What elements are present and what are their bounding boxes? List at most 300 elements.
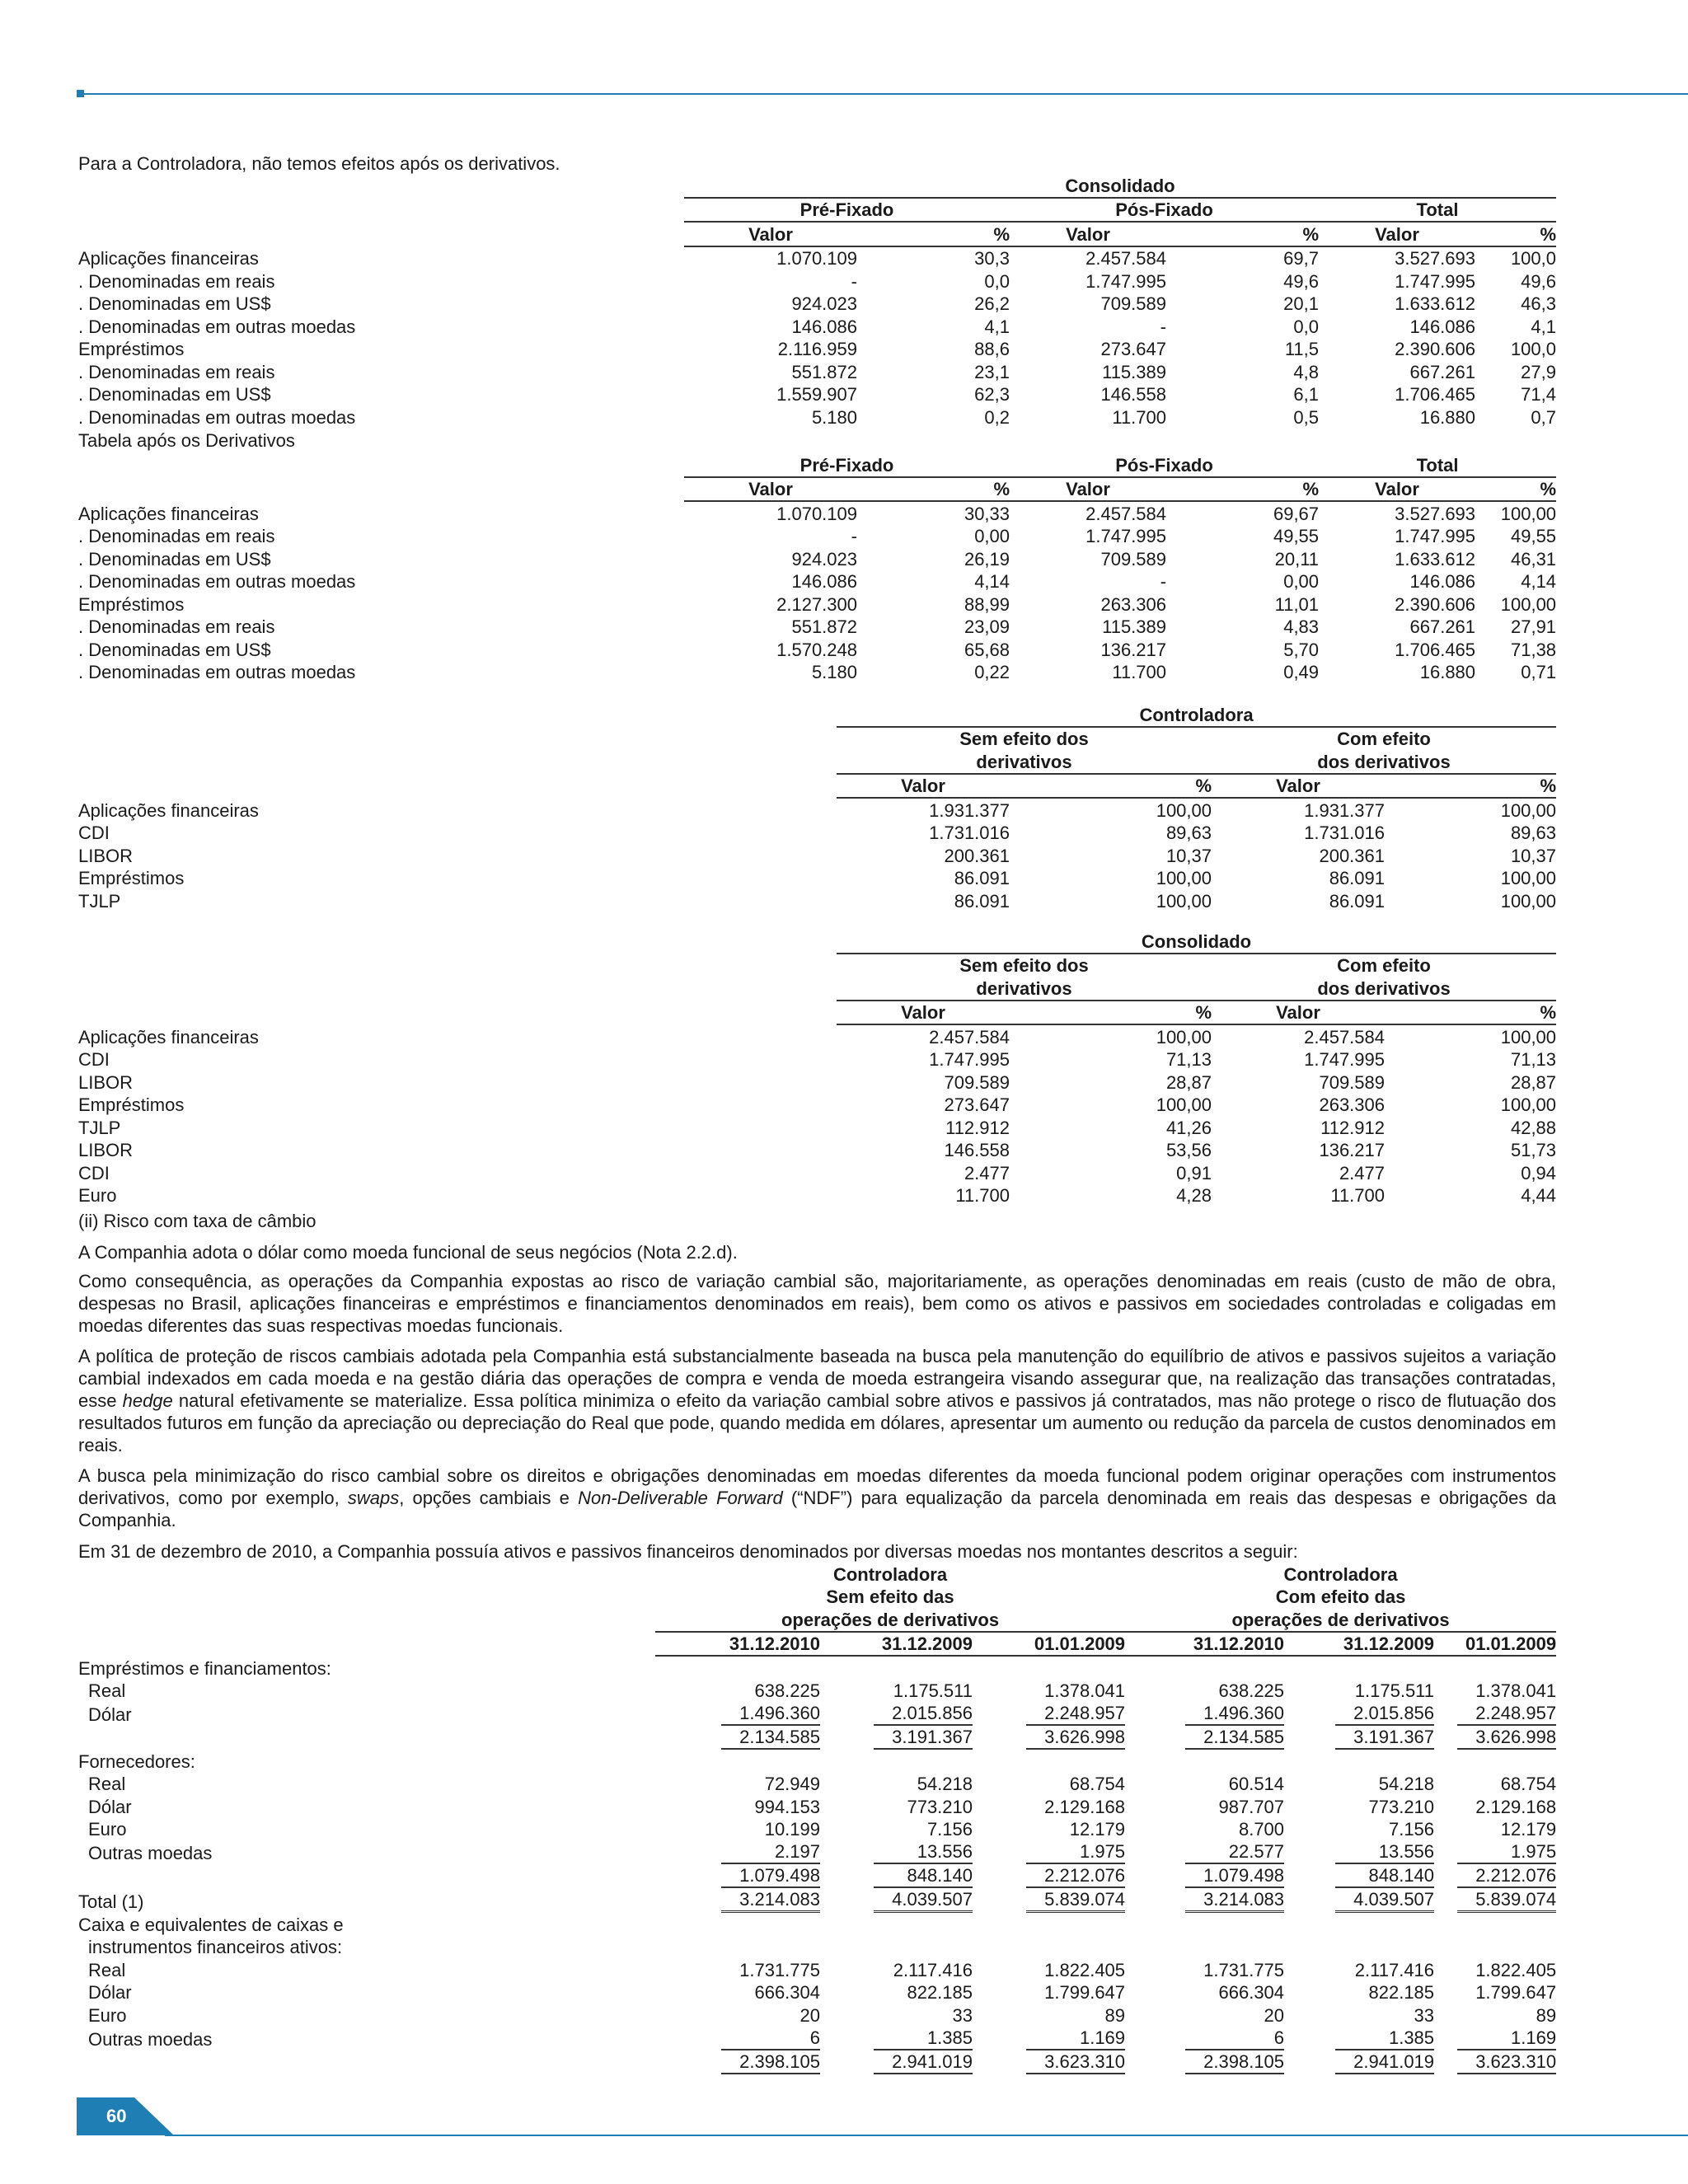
value-cell: 1.070.109 bbox=[776, 248, 857, 269]
value-cell: 709.589 bbox=[944, 1071, 1010, 1093]
value-cell: 86.091 bbox=[1329, 890, 1385, 912]
row-label: . Denominadas em US$ bbox=[78, 548, 271, 569]
column-group-header: Pós-Fixado bbox=[1010, 198, 1319, 223]
total-cell bbox=[1284, 1864, 1434, 1888]
total-cell bbox=[820, 1888, 973, 1913]
value-cell: 49,55 bbox=[1510, 526, 1557, 546]
section-label: Empréstimos e financiamentos: bbox=[78, 1657, 331, 1679]
header-row bbox=[78, 1586, 1556, 1609]
intro-text: Para a Controladora, não temos efeitos após os derivativos. bbox=[78, 153, 560, 174]
total-cell bbox=[655, 1726, 820, 1750]
value-cell: 5.180 bbox=[811, 662, 857, 682]
value-cell: 100,00 bbox=[1500, 1026, 1557, 1047]
column-group-header: operações de derivativos bbox=[781, 1609, 1000, 1630]
group-header: Consolidado bbox=[837, 930, 1556, 954]
value-cell bbox=[820, 1840, 973, 1864]
total-cell bbox=[1125, 2050, 1284, 2074]
column-group-header: Com efeito bbox=[1337, 729, 1431, 749]
value-cell: 112.912 bbox=[1320, 1117, 1385, 1138]
row-label: Real bbox=[88, 1959, 126, 1980]
value-cell: 71,13 bbox=[1510, 1049, 1557, 1070]
value-cell: 709.589 bbox=[1100, 293, 1166, 314]
value-cell bbox=[973, 1702, 1125, 1726]
value-cell: 1.633.612 bbox=[1395, 548, 1476, 569]
value-cell: 51,73 bbox=[1510, 1140, 1557, 1160]
table-controladora-derivativos bbox=[78, 703, 1556, 912]
table-row bbox=[78, 1048, 1556, 1071]
value-cell: 60.514 bbox=[1228, 1774, 1285, 1794]
header-row bbox=[78, 477, 1556, 502]
paragraph-5: Em 31 de dezembro de 2010, a Companhia possuía ativos e passivos financeiros denominados por diversas moedas nos montantes descritos a seguir: bbox=[78, 1541, 1298, 1562]
value-cell: 1.706.465 bbox=[1395, 639, 1476, 660]
value-cell: 23,09 bbox=[964, 616, 1010, 637]
header-row bbox=[78, 174, 1556, 198]
spacer-cell bbox=[78, 1864, 655, 1888]
table-row bbox=[78, 338, 1556, 361]
underlined-value: 2.197 bbox=[721, 1840, 820, 1864]
value-cell: 773.210 bbox=[907, 1796, 973, 1817]
underlined-value: 22.577 bbox=[1185, 1840, 1284, 1864]
total-cell bbox=[1434, 1726, 1556, 1750]
value-cell: 26,2 bbox=[974, 293, 1010, 314]
row-label: Aplicações financeiras bbox=[78, 1026, 259, 1047]
value-cell: 1.731.775 bbox=[1203, 1959, 1285, 1980]
date-header: 01.01.2009 bbox=[1434, 1632, 1556, 1657]
table-row bbox=[78, 798, 1556, 822]
value-cell bbox=[1284, 1840, 1434, 1864]
table-row bbox=[78, 1071, 1556, 1094]
total-cell bbox=[973, 1888, 1125, 1913]
value-cell: 146.086 bbox=[1409, 316, 1475, 337]
value-cell: 551.872 bbox=[791, 616, 857, 637]
column-group-header: Total bbox=[1319, 198, 1556, 223]
value-cell: 1.175.511 bbox=[1354, 1680, 1435, 1701]
total-value: 5.839.074 bbox=[1457, 1888, 1556, 1913]
row-label: Euro bbox=[88, 2004, 127, 2026]
row-label: Dólar bbox=[88, 1704, 132, 1725]
value-cell: 27,91 bbox=[1510, 616, 1557, 637]
column-header: % bbox=[1010, 774, 1212, 799]
value-cell: 42,88 bbox=[1510, 1117, 1557, 1138]
value-cell: 100,00 bbox=[1500, 799, 1556, 821]
value-cell: 100,00 bbox=[1156, 1094, 1212, 1115]
table-row bbox=[78, 844, 1556, 867]
value-cell: 667.261 bbox=[1409, 616, 1476, 637]
value-cell: 3.527.693 bbox=[1395, 503, 1476, 524]
value-cell: 100,00 bbox=[1500, 503, 1557, 524]
value-cell: 146.086 bbox=[791, 316, 857, 337]
value-cell bbox=[1125, 1702, 1284, 1726]
table-row bbox=[78, 2004, 1556, 2027]
value-cell: 10,37 bbox=[1510, 845, 1556, 866]
value-cell: 4,14 bbox=[1521, 571, 1557, 592]
underlined-value: 1.169 bbox=[1026, 2027, 1125, 2050]
row-label: Euro bbox=[88, 1819, 127, 1840]
value-cell: 1.378.041 bbox=[1475, 1680, 1557, 1701]
table-row bbox=[78, 1024, 1556, 1048]
total-value: 3.214.083 bbox=[721, 1888, 820, 1913]
column-header: Valor bbox=[1010, 222, 1166, 246]
total-value: 3.214.083 bbox=[1185, 1888, 1284, 1913]
table-consolidado-pre-pos bbox=[78, 174, 1556, 429]
value-cell: 100,00 bbox=[1156, 799, 1212, 821]
row-label: Aplicações financeiras bbox=[78, 503, 259, 524]
column-header: % bbox=[1385, 1001, 1556, 1025]
value-cell: 1.822.405 bbox=[1475, 1959, 1557, 1980]
value-cell: 26,19 bbox=[964, 548, 1010, 569]
value-cell: 68.754 bbox=[1069, 1774, 1126, 1794]
column-header: Valor bbox=[1319, 222, 1475, 246]
column-group-header: Com efeito bbox=[1337, 955, 1431, 976]
value-cell: 638.225 bbox=[1218, 1680, 1285, 1701]
row-label: Empréstimos bbox=[78, 339, 185, 359]
row-label: . Denominadas em reais bbox=[78, 270, 275, 292]
spacer-cell bbox=[78, 1586, 655, 1609]
value-cell: 20 bbox=[1264, 2004, 1285, 2026]
table-moedas bbox=[78, 1563, 1556, 2074]
footer-rule bbox=[165, 2135, 1688, 2136]
subtotal-value: 2.134.585 bbox=[721, 1726, 820, 1750]
value-cell: 4,1 bbox=[1531, 316, 1556, 337]
row-label: Empréstimos bbox=[78, 1094, 185, 1115]
value-cell: 88,99 bbox=[964, 593, 1010, 615]
value-cell: 2.117.416 bbox=[1354, 1959, 1435, 1980]
table-row bbox=[78, 246, 1556, 270]
value-cell bbox=[1284, 2027, 1434, 2050]
column-group-header: Sem efeito das bbox=[826, 1586, 954, 1607]
value-cell: 100,00 bbox=[1500, 593, 1557, 615]
table-row bbox=[78, 405, 1556, 429]
value-cell: 11.700 bbox=[1112, 662, 1167, 682]
table-row bbox=[78, 1818, 1556, 1841]
column-header: % bbox=[1166, 222, 1319, 246]
subtotal-value: 2.398.105 bbox=[721, 2050, 820, 2074]
header-row bbox=[78, 774, 1556, 799]
value-cell: 11.700 bbox=[955, 1185, 1010, 1206]
value-cell: 1.731.016 bbox=[929, 823, 1010, 843]
paragraph-1: A Companhia adota o dólar como moeda funcional de seus negócios (Nota 2.2.d). bbox=[78, 1242, 738, 1263]
subtotal-value: 3.191.367 bbox=[874, 1726, 973, 1750]
value-cell: 0,2 bbox=[984, 406, 1010, 428]
value-cell: 1.731.016 bbox=[1304, 823, 1385, 843]
value-cell: 28,87 bbox=[1510, 1071, 1557, 1093]
value-cell: 4,14 bbox=[974, 571, 1010, 592]
total-cell bbox=[820, 1864, 973, 1888]
value-cell: 86.091 bbox=[1329, 868, 1385, 888]
column-group-header: Pós-Fixado bbox=[1010, 453, 1319, 477]
column-header: % bbox=[1166, 477, 1319, 502]
column-group-header: derivativos bbox=[837, 977, 1212, 1001]
value-cell: 65,68 bbox=[964, 639, 1010, 660]
value-cell: 1.559.907 bbox=[776, 384, 857, 405]
table-row bbox=[78, 1680, 1556, 1703]
underlined-value: 2.015.856 bbox=[874, 1702, 973, 1726]
spacer-cell bbox=[78, 1632, 655, 1657]
header-row bbox=[78, 1632, 1556, 1657]
value-cell: 1.747.995 bbox=[1085, 270, 1166, 292]
underlined-value: 1.975 bbox=[1026, 1840, 1125, 1864]
column-header: Valor bbox=[1212, 774, 1385, 799]
total-value: 4.039.507 bbox=[1335, 1888, 1434, 1913]
spacer-cell bbox=[78, 954, 837, 977]
column-group-header: Total bbox=[1319, 453, 1556, 477]
underlined-value: 1.385 bbox=[1335, 2027, 1434, 2050]
section-row bbox=[78, 1656, 1556, 1680]
value-cell: 2.127.300 bbox=[776, 593, 857, 615]
value-cell: 2.117.416 bbox=[893, 1959, 973, 1980]
value-cell: 49,6 bbox=[1521, 270, 1556, 292]
spacer-cell bbox=[78, 477, 684, 502]
value-cell: 0,71 bbox=[1521, 662, 1557, 682]
table-row bbox=[78, 1795, 1556, 1818]
value-cell: 72.949 bbox=[764, 1774, 820, 1794]
value-cell: 33 bbox=[1414, 2004, 1435, 2026]
row-label: LIBOR bbox=[78, 845, 134, 866]
paragraph-3: A política de proteção de riscos cambiais adotada pela Companhia está substancialmente baseada na busca pela manutenção do equilíbrio de ativos e passivos sujeitos a variação cambial indexados em cada moeda e na gestão diária das operações de compra e venda de moeda estrangeira visando assegurar que, na realização das transações contratadas, esse hedge natural efetivamente se materialize. Essa política minimiza o efeito da variação cambial sobre ativos e passivos já contratados, mas não protege o risco de flutuação dos resultados futuros em função da apreciação ou depreciação do Real que pode, quando medida em dólares, apresentar um aumento ou redução da parcela de custos denominados em reais. bbox=[78, 1346, 1556, 1455]
value-cell: 667.261 bbox=[1409, 361, 1475, 382]
column-header: Valor bbox=[1010, 477, 1166, 502]
value-cell: 100,00 bbox=[1500, 1094, 1557, 1115]
row-label: CDI bbox=[78, 823, 110, 843]
value-cell bbox=[1434, 1840, 1556, 1864]
value-cell: 146.558 bbox=[1100, 384, 1166, 405]
table-row bbox=[78, 293, 1556, 316]
total-cell bbox=[1125, 1888, 1284, 1913]
subtotal-value: 3.191.367 bbox=[1335, 1726, 1434, 1750]
date-header: 31.12.2010 bbox=[655, 1632, 820, 1657]
row-label: . Denominadas em reais bbox=[78, 616, 275, 637]
underlined-value: 2.248.957 bbox=[1026, 1702, 1125, 1726]
value-cell: 88,6 bbox=[974, 339, 1010, 359]
subtotal-value: 2.941.019 bbox=[874, 2050, 973, 2074]
value-cell: 4,28 bbox=[1176, 1185, 1212, 1206]
value-cell: 100,00 bbox=[1500, 890, 1556, 912]
value-cell: 263.306 bbox=[1100, 593, 1167, 615]
value-cell: 11,5 bbox=[1284, 339, 1319, 359]
row-label: Real bbox=[88, 1680, 126, 1701]
value-cell: 2.477 bbox=[1339, 1162, 1385, 1183]
subtotal-row bbox=[78, 1726, 1556, 1750]
table-consolidado-derivativos bbox=[78, 930, 1556, 1207]
table-row bbox=[78, 1773, 1556, 1796]
value-cell: 49,55 bbox=[1273, 526, 1320, 546]
value-cell: 16.880 bbox=[1419, 662, 1476, 682]
row-label: . Denominadas em outras moedas bbox=[78, 571, 356, 592]
value-cell: 1.378.041 bbox=[1044, 1680, 1126, 1701]
spacer-cell bbox=[78, 727, 837, 751]
row-label: LIBOR bbox=[78, 1071, 134, 1093]
value-cell: 0,0 bbox=[1293, 316, 1319, 337]
table-row bbox=[78, 525, 1556, 548]
table-row bbox=[78, 315, 1556, 338]
value-cell: - bbox=[851, 270, 857, 292]
value-cell: 2.129.168 bbox=[1475, 1796, 1557, 1817]
value-cell: 1.822.405 bbox=[1044, 1959, 1126, 1980]
value-cell: 773.210 bbox=[1368, 1796, 1435, 1817]
value-cell: 100,00 bbox=[1156, 890, 1212, 912]
spacer-cell bbox=[78, 1608, 655, 1632]
value-cell bbox=[655, 1702, 820, 1726]
total-cell bbox=[655, 2050, 820, 2074]
value-cell: 5.180 bbox=[811, 406, 857, 428]
table-row bbox=[78, 822, 1556, 845]
value-cell: 263.306 bbox=[1319, 1094, 1385, 1115]
table-row bbox=[78, 1840, 1556, 1864]
value-cell: 4,44 bbox=[1521, 1185, 1557, 1206]
row-label: . Denominadas em outras moedas bbox=[78, 316, 356, 337]
table-apos-derivativos bbox=[78, 453, 1556, 683]
value-cell: 46,3 bbox=[1521, 293, 1556, 314]
value-cell: 100,0 bbox=[1510, 248, 1556, 269]
section-row bbox=[78, 1913, 1556, 1936]
row-label: Aplicações financeiras bbox=[78, 799, 259, 821]
value-cell: 10.199 bbox=[764, 1819, 820, 1840]
value-cell bbox=[973, 2027, 1125, 2050]
value-cell: 20,11 bbox=[1274, 548, 1320, 569]
row-label: Real bbox=[88, 1774, 126, 1794]
column-header: Valor bbox=[1212, 1001, 1385, 1025]
value-cell: 136.217 bbox=[1100, 639, 1167, 660]
header-row bbox=[78, 930, 1556, 954]
total-cell bbox=[655, 1864, 820, 1888]
section-label: Fornecedores: bbox=[78, 1750, 195, 1772]
row-label: . Denominadas em US$ bbox=[78, 384, 271, 405]
value-cell: 89,63 bbox=[1510, 823, 1556, 843]
column-header: Valor bbox=[837, 774, 1010, 799]
value-cell bbox=[820, 1702, 973, 1726]
table-row bbox=[78, 1958, 1556, 1981]
header-row bbox=[78, 954, 1556, 977]
table-row bbox=[78, 547, 1556, 570]
value-cell: 2.457.584 bbox=[1085, 503, 1167, 524]
value-cell: 2.390.606 bbox=[1395, 339, 1475, 359]
value-cell: 146.086 bbox=[1409, 571, 1476, 592]
column-group-header: derivativos bbox=[837, 750, 1212, 774]
value-cell: 89,63 bbox=[1165, 823, 1212, 843]
value-cell: 115.389 bbox=[1102, 616, 1167, 637]
table-row bbox=[78, 501, 1556, 525]
underlined-value: 13.556 bbox=[1335, 1840, 1434, 1864]
table-row bbox=[78, 889, 1556, 912]
value-cell: 638.225 bbox=[754, 1680, 820, 1701]
value-cell: 16.880 bbox=[1419, 406, 1475, 428]
value-cell: 2.390.606 bbox=[1395, 593, 1476, 615]
spacer-cell bbox=[78, 2050, 655, 2074]
value-cell: 12.179 bbox=[1500, 1819, 1557, 1840]
table-row bbox=[78, 867, 1556, 890]
column-header: Valor bbox=[837, 1001, 1010, 1025]
value-cell: 62,3 bbox=[974, 384, 1010, 405]
value-cell: 54.218 bbox=[917, 1774, 973, 1794]
total-cell bbox=[1284, 2050, 1434, 2074]
header-row bbox=[78, 1001, 1556, 1025]
table-row bbox=[78, 1116, 1556, 1139]
paragraph-2: Como consequência, as operações da Companhia expostas ao risco de variação cambial são, majoritariamente, as operações denominadas em reais (custo de mão de obra, despesas no Brasil, aplicações financeiras e empréstimos e financiamentos denominados em reais), bem como os ativos e passivos em sociedades controladas e coligadas em moedas diferentes das suas respectivas moedas funcionais. bbox=[78, 1271, 1556, 1336]
total-cell bbox=[1125, 1864, 1284, 1888]
total-cell bbox=[1125, 1726, 1284, 1750]
paragraph-4: A busca pela minimização do risco cambial sobre os direitos e obrigações denominadas em moedas diferentes da moeda funcional podem originar operações com instrumentos derivativos, como por exemplo, swaps, opções cambiais e Non-Deliverable Forward (“NDF”) para equalização da parcela denominada em reais das despesas e obrigações da Companhia. bbox=[78, 1465, 1557, 1530]
subtotal-value: 3.626.998 bbox=[1457, 1726, 1556, 1750]
value-cell: 0,5 bbox=[1293, 406, 1319, 428]
underlined-value: 6 bbox=[1185, 2027, 1284, 2050]
row-label: TJLP bbox=[78, 890, 121, 912]
header-row bbox=[78, 727, 1556, 751]
section-heading: (ii) Risco com taxa de câmbio bbox=[78, 1211, 316, 1231]
underlined-value: 6 bbox=[721, 2027, 820, 2050]
table-row bbox=[78, 1184, 1556, 1207]
value-cell: 273.647 bbox=[1100, 339, 1166, 359]
value-cell: 7.156 bbox=[926, 1819, 973, 1840]
value-cell: 11.700 bbox=[1112, 406, 1166, 428]
underlined-value: 1.496.360 bbox=[1185, 1702, 1284, 1726]
subtotal-value: 3.623.310 bbox=[1457, 2050, 1556, 2074]
value-cell: 69,67 bbox=[1273, 503, 1320, 524]
row-label: . Denominadas em reais bbox=[78, 526, 275, 546]
value-cell: 1.706.465 bbox=[1395, 384, 1475, 405]
value-cell: 2.116.959 bbox=[777, 339, 857, 359]
underlined-value: 2.015.856 bbox=[1335, 1702, 1434, 1726]
row-label: TJLP bbox=[78, 1117, 121, 1138]
value-cell: 3.527.693 bbox=[1395, 248, 1475, 269]
spacer-cell bbox=[78, 977, 837, 1001]
row-label: Outras moedas bbox=[88, 1843, 213, 1863]
value-cell: 0,49 bbox=[1283, 662, 1320, 682]
column-group-header: Controladora bbox=[1283, 1563, 1398, 1585]
value-cell: 200.361 bbox=[944, 845, 1010, 866]
value-cell: 2.129.168 bbox=[1044, 1796, 1126, 1817]
value-cell: 68.754 bbox=[1500, 1774, 1557, 1794]
spacer-cell bbox=[78, 1726, 655, 1750]
value-cell: 46,31 bbox=[1510, 548, 1557, 569]
section-label: instrumentos financeiros ativos: bbox=[88, 1937, 343, 1957]
value-cell bbox=[1284, 1702, 1434, 1726]
spacer-cell bbox=[78, 774, 837, 799]
value-cell: 8.700 bbox=[1238, 1819, 1285, 1840]
table-row bbox=[78, 1981, 1556, 2004]
value-cell: 1.931.377 bbox=[1304, 799, 1385, 821]
subtotal-value: 2.212.076 bbox=[1457, 1864, 1556, 1888]
value-cell bbox=[973, 1840, 1125, 1864]
value-cell: 146.558 bbox=[944, 1140, 1010, 1160]
spacer-cell bbox=[78, 750, 837, 774]
value-cell: 0,94 bbox=[1521, 1162, 1557, 1183]
date-header: 31.12.2009 bbox=[1284, 1632, 1434, 1657]
value-cell: 1.747.995 bbox=[1395, 526, 1476, 546]
value-cell: 89 bbox=[1536, 2004, 1557, 2026]
total-row bbox=[78, 1888, 1556, 1913]
table-row bbox=[78, 570, 1556, 593]
value-cell: 49,6 bbox=[1283, 270, 1319, 292]
value-cell: 100,0 bbox=[1510, 339, 1556, 359]
subtotal-value: 1.079.498 bbox=[721, 1864, 820, 1888]
table-row bbox=[78, 593, 1556, 616]
row-label: Dólar bbox=[88, 1982, 132, 2003]
value-cell: 12.179 bbox=[1069, 1819, 1126, 1840]
spacer-cell bbox=[78, 453, 684, 477]
column-header: % bbox=[1475, 222, 1556, 246]
value-cell: 994.153 bbox=[754, 1796, 820, 1817]
subtotal-value: 2.398.105 bbox=[1185, 2050, 1284, 2074]
value-cell: 112.912 bbox=[945, 1117, 1010, 1138]
value-cell: 71,13 bbox=[1165, 1049, 1212, 1070]
value-cell: 4,83 bbox=[1283, 616, 1320, 637]
section-row bbox=[78, 1936, 1556, 1959]
spacer-cell bbox=[78, 222, 684, 246]
table-row bbox=[78, 383, 1556, 406]
table-row bbox=[78, 269, 1556, 293]
value-cell: 86.091 bbox=[954, 890, 1010, 912]
value-cell: 54.218 bbox=[1378, 1774, 1435, 1794]
